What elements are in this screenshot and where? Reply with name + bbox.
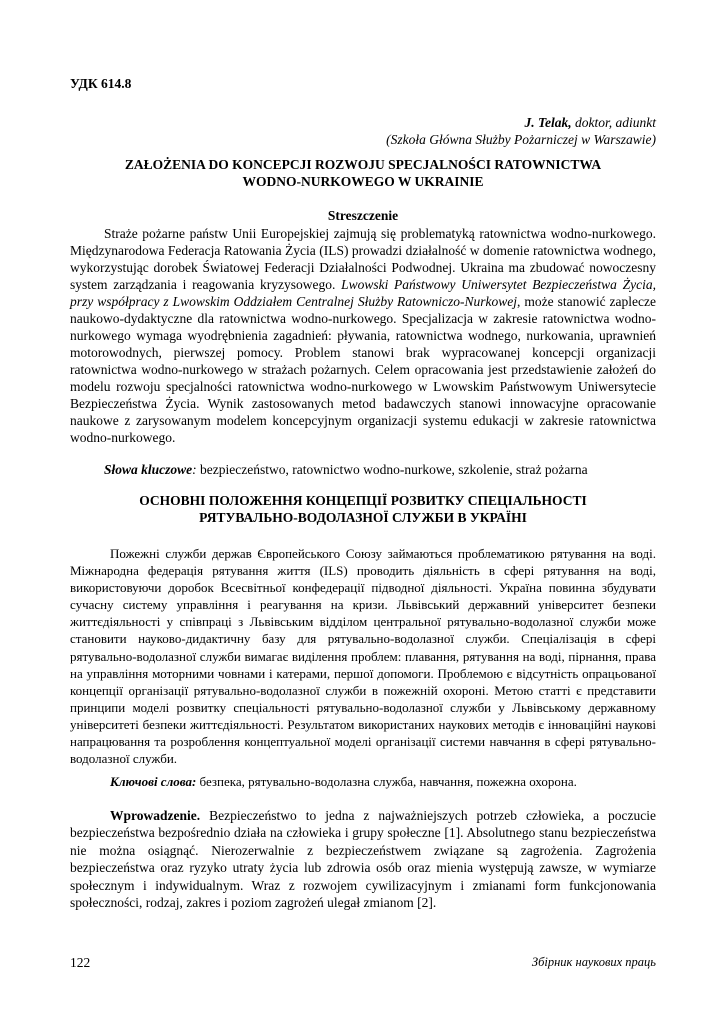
polish-title bbox=[70, 156, 656, 190]
polish-keywords-sep: : bbox=[192, 462, 201, 477]
udk-code: УДК 614.8 bbox=[70, 76, 132, 91]
polish-abstract-italic: Lwowski Państwowy Uniwersytet Bezpieczeństwa Życia, przy współpracy z Lwowskim Oddziałem Centralnej Służby Ratowniczo-Nurkowej bbox=[70, 277, 656, 309]
polish-abstract-part2: , może stanowić zaplecze naukowo-dydaktyczne dla ratownictwa wodno-nurkowego. Specjalizacja w zakresie ratownictwa wodno-nurkowego wymaga wyodrębnienia zagadnień: pływania, ratownictwa wodnego, nurkowania, uprawnień motorowodnych, pierwszej pomocy. Problem stanowi brak wypracowanej koncepcji organizacji ratownictwa wodno-nurkowego w strażach pożarnych. Celem opracowania jest przedstawienie założeń do modelu rozwoju specjalności ratownictwa wodno-nurkowego w Lwowskim Państwowym Uniwersytecie Bezpieczeństwa Życia. Wynik zastosowanych metod badawczych stanowi innowacyjne opracowanie naukowe z zarysowanym modelem koncepcyjnym organizacji systemu edukacji w zakresie ratownictwa wodno-nurkowego. bbox=[70, 294, 656, 445]
polish-title-line1: ZAŁOŻENIA DO KONCEPCJI ROZWOJU SPECJALNOŚCI RATOWNICTWA bbox=[124, 157, 602, 172]
author-position: doktor, adiunkt bbox=[571, 115, 656, 130]
polish-title-line2: WODNO-NURKOWEGO W UKRAINIE bbox=[242, 174, 484, 189]
polish-keywords bbox=[70, 461, 656, 478]
polish-abstract-part1: Straże pożarne państw Unii Europejskiej zajmują się problematyką ratownictwa wodno-nurkowego. Międzynarodowa Federacja Ratowania Życia (ILS) prowadzi działalność w domenie ratownictwa wodnego, wykorzystując dorobek Światowej Federacji Działalności Podwodnej. Ukraina ma zbudować nowoczesny system zarządzania i reagowania kryzysowego. bbox=[70, 226, 656, 292]
author-block bbox=[386, 114, 656, 148]
ukrainian-title bbox=[70, 492, 656, 526]
abstract-heading: Streszczenie bbox=[327, 208, 399, 223]
author-name: J. Telak, bbox=[524, 115, 572, 130]
polish-abstract bbox=[70, 225, 656, 446]
author-affiliation: (Szkoła Główna Służby Pożarniczej w Warszawie) bbox=[386, 132, 656, 147]
ukrainian-title-line2: РЯТУВАЛЬНО-ВОДОЛАЗНОЇ СЛУЖБИ В УКРАЇНІ bbox=[199, 510, 527, 525]
page-number: 122 bbox=[70, 955, 91, 970]
introduction-heading: Wprowadzenie. bbox=[110, 808, 201, 823]
introduction-paragraph bbox=[70, 807, 656, 911]
introduction-text: Bezpieczeństwo to jedna z najważniejszych potrzeb człowieka, a poczucie bezpieczeństwa bezpośrednio działa na człowieka i grupy społeczne [1]. Absolutnego stanu bezpieczeństwa nie można osiągnąć. Nierozerwalnie z bezpieczeństwem związane są zagrożenia. Zagrożenia bezpieczeństwa oraz ryzyko utraty życia lub zdrowia osób oraz mienia występują zawsze, w wymiarze społecznym i indywidualnym. Wraz z rozwojem cywilizacyjnym i zmianami form funkcjonowania społeczności, rodzaj, zakres i poziom zagrożeń ulegał zmianom [2]. bbox=[70, 808, 656, 911]
ukrainian-abstract: Пожежні служби держав Європейського Союзу займаються проблематикою рятування на воді. Міжнародна федерація рятування життя (ILS) проводить діяльність в сфері рятування на воді, використовуючи доробок Всесвітньої конфедерації підводної діяльності. Україна повинна збудувати сучасну систему управління і реагування на кризи. Львівський державний університет безпеки життєдіяльності у співпраці з Львівським відділом центральної рятувально-водолазної служби може становити науково-дидактичну базу для рятувально-водолазної служби. Спеціалізація в сфері рятувально-водолазної служби вимагає виділення проблем: плавання, рятування на воді, пірнання, права на управління моторними човнами і катерами, першої допомоги. Проблемою є відсутність опрацьованої концепції організації рятувально-водолазної служби в пожежній охороні. Метою статті є представити принципи моделі розвитку спеціальності рятувально-водолазної служби у Львівському державному університеті безпеки життєдіяльності. Результатом використаних наукових методів є інноваційні наукові напрацювання та розроблення концептуальної моделі організації системи навчання в сфері рятувально-водолазної служби. bbox=[70, 546, 656, 767]
ukrainian-title-line1: ОСНОВНІ ПОЛОЖЕННЯ КОНЦЕПЦІЇ РОЗВИТКУ СПЕЦІАЛЬНОСТІ bbox=[139, 493, 587, 508]
ukrainian-keywords-label: Ключові слова: bbox=[110, 774, 197, 789]
author-line bbox=[386, 114, 656, 131]
ukrainian-keywords-text: безпека, рятувально-водолазна служба, навчання, пожежна охорона. bbox=[196, 774, 577, 789]
polish-keywords-label: Słowa kluczowe bbox=[104, 462, 193, 477]
polish-keywords-text: bezpieczeństwo, ratownictwo wodno-nurkowe, szkolenie, straż pożarna bbox=[200, 462, 588, 477]
ukrainian-keywords bbox=[70, 773, 656, 790]
journal-name: Збірник наукових праць bbox=[531, 955, 656, 969]
